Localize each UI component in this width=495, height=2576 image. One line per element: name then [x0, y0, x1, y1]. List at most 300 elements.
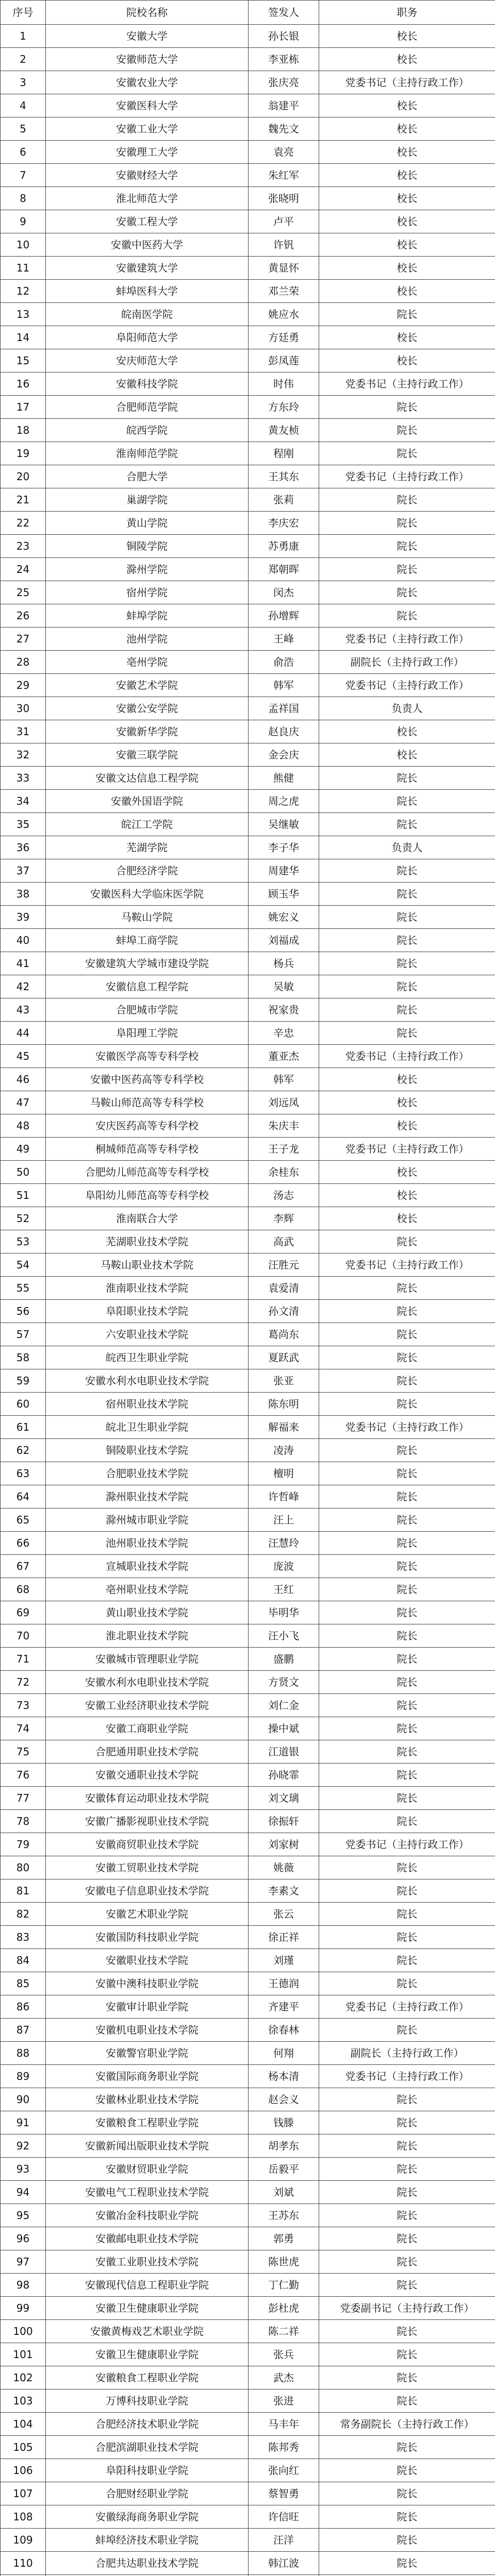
institution-name: 万博科技职业学院 [46, 2389, 249, 2413]
institution-name: 阜阳理工学院 [46, 1022, 249, 1045]
position: 校长 [319, 720, 495, 743]
table-row [1, 628, 495, 651]
signer-name: 刘远凤 [249, 1091, 319, 1114]
signer-name: 王峰 [249, 628, 319, 651]
position: 校长 [319, 280, 495, 303]
institution-name: 安徽水利水电职业技术学院 [46, 1369, 249, 1393]
institution-name: 安徽职业技术学院 [46, 1949, 249, 1972]
signer-name: 孙晓霏 [249, 1764, 319, 1787]
position: 校长 [319, 48, 495, 71]
signer-name: 武杰 [249, 2366, 319, 2389]
institution-name: 安庆医药高等专科学校 [46, 1114, 249, 1138]
position: 校长 [319, 210, 495, 233]
table-row [1, 697, 495, 720]
institution-name: 淮南师范学院 [46, 442, 249, 465]
row-no: 33 [1, 767, 46, 790]
position: 院长 [319, 790, 495, 813]
table-row [1, 1114, 495, 1138]
institution-name: 淮南联合大学 [46, 1207, 249, 1230]
row-no: 60 [1, 1393, 46, 1416]
signer-name: 王子龙 [249, 1138, 319, 1161]
institution-name: 安徽冶金科技职业学院 [46, 2204, 249, 2227]
row-no: 69 [1, 1601, 46, 1624]
institution-name: 安徽绿海商务职业学院 [46, 2505, 249, 2529]
row-no: 75 [1, 1740, 46, 1764]
table-row [1, 1068, 495, 1091]
table-row [1, 604, 495, 628]
row-no: 77 [1, 1787, 46, 1810]
table-row [1, 1648, 495, 1671]
institution-name: 安徽审计职业学院 [46, 1995, 249, 2019]
table-row [1, 1091, 495, 1114]
institution-name: 安徽新华学院 [46, 720, 249, 743]
table-row [1, 790, 495, 813]
table-row [1, 1810, 495, 1833]
row-no: 10 [1, 233, 46, 257]
signer-name: 朱红军 [249, 164, 319, 187]
signer-name: 方廷勇 [249, 326, 319, 349]
row-no: 102 [1, 2366, 46, 2389]
institution-name: 宣城职业技术学院 [46, 1555, 249, 1578]
table-row [1, 2019, 495, 2042]
table-row [1, 326, 495, 349]
signer-name: 韩军 [249, 1068, 319, 1091]
position: 校长 [319, 1184, 495, 1207]
table-row [1, 48, 495, 71]
institution-name: 安徽文达信息工程学院 [46, 767, 249, 790]
institution-name: 合肥经济技术职业学院 [46, 2413, 249, 2436]
row-no: 66 [1, 1532, 46, 1555]
signer-name: 张庆亮 [249, 71, 319, 94]
table-row [1, 1022, 495, 1045]
institution-name: 合肥幼儿师范高等专科学校 [46, 1161, 249, 1184]
table-row [1, 2158, 495, 2181]
table-row [1, 2389, 495, 2413]
row-no: 104 [1, 2413, 46, 2436]
table-row [1, 1624, 495, 1648]
position: 党委书记（主持行政工作） [319, 1416, 495, 1439]
table-row [1, 1833, 495, 1856]
signer-name: 魏先文 [249, 117, 319, 141]
table-row [1, 1277, 495, 1300]
signer-name: 张兵 [249, 2343, 319, 2366]
table-row [1, 1485, 495, 1509]
institution-name: 合肥职业技术学院 [46, 1462, 249, 1485]
table-row [1, 1253, 495, 1277]
row-no: 40 [1, 929, 46, 952]
row-no: 5 [1, 117, 46, 141]
row-no: 97 [1, 2250, 46, 2274]
position: 院长 [319, 1671, 495, 1694]
signer-name: 邓兰荣 [249, 280, 319, 303]
institution-name: 合肥滨湖职业技术学院 [46, 2436, 249, 2459]
position: 院长 [319, 1346, 495, 1369]
position: 校长 [319, 326, 495, 349]
row-no: 3 [1, 71, 46, 94]
position: 校长 [319, 1068, 495, 1091]
row-no: 70 [1, 1624, 46, 1648]
signer-name: 韩军 [249, 674, 319, 697]
position: 院长 [319, 1462, 495, 1485]
position: 院长 [319, 1879, 495, 1903]
signer-name: 熊健 [249, 767, 319, 790]
signer-name: 江道银 [249, 1740, 319, 1764]
table-row [1, 164, 495, 187]
table-row [1, 1879, 495, 1903]
row-no: 38 [1, 883, 46, 906]
header-position: 职务 [319, 1, 495, 25]
position: 院长 [319, 2320, 495, 2343]
signer-name: 许信旺 [249, 2505, 319, 2529]
institution-name: 安徽财贸职业学院 [46, 2158, 249, 2181]
row-no: 34 [1, 790, 46, 813]
signer-name: 祝家贵 [249, 998, 319, 1022]
row-no: 25 [1, 581, 46, 604]
institution-name: 安徽外国语学院 [46, 790, 249, 813]
row-no: 43 [1, 998, 46, 1022]
signer-name: 刘文璃 [249, 1787, 319, 1810]
institution-name: 黄山职业技术学院 [46, 1601, 249, 1624]
signer-name: 汪小飞 [249, 1624, 319, 1648]
table-row [1, 743, 495, 767]
row-no: 87 [1, 2019, 46, 2042]
row-no: 95 [1, 2204, 46, 2227]
row-no: 20 [1, 465, 46, 488]
signer-name: 辛忠 [249, 1022, 319, 1045]
table-row [1, 2529, 495, 2552]
row-no: 56 [1, 1300, 46, 1323]
row-no: 31 [1, 720, 46, 743]
position: 校长 [319, 141, 495, 164]
row-no: 14 [1, 326, 46, 349]
table-row [1, 2297, 495, 2320]
table-row [1, 558, 495, 581]
table-row [1, 952, 495, 975]
row-no: 2 [1, 48, 46, 71]
position: 院长 [319, 558, 495, 581]
table-row [1, 25, 495, 48]
position: 院长 [319, 1787, 495, 1810]
signer-name: 郑朝晖 [249, 558, 319, 581]
institution-name: 安徽建筑大学城市建设学院 [46, 952, 249, 975]
institution-name: 宿州学院 [46, 581, 249, 604]
position: 党委书记（主持行政工作） [319, 1253, 495, 1277]
row-no: 99 [1, 2297, 46, 2320]
row-no: 11 [1, 257, 46, 280]
position: 校长 [319, 187, 495, 210]
institution-name: 芜湖职业技术学院 [46, 1230, 249, 1253]
table-row [1, 883, 495, 906]
institution-name: 皖南医学院 [46, 303, 249, 326]
row-no: 19 [1, 442, 46, 465]
signer-name: 董亚杰 [249, 1045, 319, 1068]
position: 常务副院长（主持行政工作） [319, 2413, 495, 2436]
row-no: 89 [1, 2065, 46, 2088]
signer-name: 朱庆丰 [249, 1114, 319, 1138]
signer-name: 闵杰 [249, 581, 319, 604]
institution-name: 安徽电气工程职业技术学院 [46, 2181, 249, 2204]
institution-name: 滁州学院 [46, 558, 249, 581]
row-no: 51 [1, 1184, 46, 1207]
position: 院长 [319, 1485, 495, 1509]
position: 院长 [319, 998, 495, 1022]
table-row [1, 442, 495, 465]
table-body [1, 25, 495, 2576]
row-no: 108 [1, 2505, 46, 2529]
position: 院长 [319, 512, 495, 535]
position: 党委书记（主持行政工作） [319, 674, 495, 697]
institution-name: 安徽医科大学 [46, 94, 249, 117]
signer-name: 方贤文 [249, 1671, 319, 1694]
row-no: 4 [1, 94, 46, 117]
row-no: 100 [1, 2320, 46, 2343]
institution-name: 安徽警官职业学院 [46, 2042, 249, 2065]
table-row [1, 2042, 495, 2065]
institution-name: 安徽粮食工程职业学院 [46, 2111, 249, 2134]
signer-name: 刘斌 [249, 2181, 319, 2204]
position: 院长 [319, 2482, 495, 2505]
signer-name: 顾玉华 [249, 883, 319, 906]
position: 院长 [319, 2552, 495, 2575]
signer-name: 齐建平 [249, 1995, 319, 2019]
institution-name: 皖西学院 [46, 419, 249, 442]
header-row [1, 1, 495, 25]
table-row [1, 813, 495, 836]
signer-name: 刘福成 [249, 929, 319, 952]
institution-name: 安徽中澳科技职业学院 [46, 1972, 249, 1995]
institution-name: 安徽工业大学 [46, 117, 249, 141]
institution-name: 合肥通用职业技术学院 [46, 1740, 249, 1764]
signer-name: 张莉 [249, 488, 319, 512]
position: 负责人 [319, 697, 495, 720]
row-no: 90 [1, 2088, 46, 2111]
institution-name: 阜阳科技职业学院 [46, 2459, 249, 2482]
signer-name: 郭勇 [249, 2227, 319, 2250]
institution-name: 安徽中医药大学 [46, 233, 249, 257]
position: 院长 [319, 1926, 495, 1949]
institution-name: 蚌埠工商学院 [46, 929, 249, 952]
institution-name: 安徽三联学院 [46, 743, 249, 767]
institution-name: 蚌埠学院 [46, 604, 249, 628]
position: 院长 [319, 1740, 495, 1764]
position: 院长 [319, 2343, 495, 2366]
position: 院长 [319, 419, 495, 442]
row-no: 68 [1, 1578, 46, 1601]
row-no: 81 [1, 1879, 46, 1903]
row-no: 42 [1, 975, 46, 998]
position: 院长 [319, 975, 495, 998]
position: 院长 [319, 2389, 495, 2413]
signer-name: 韩江波 [249, 2552, 319, 2575]
position: 院长 [319, 1230, 495, 1253]
signer-name: 翁建平 [249, 94, 319, 117]
table-row [1, 1393, 495, 1416]
table-row [1, 975, 495, 998]
table-row [1, 1416, 495, 1439]
row-no: 98 [1, 2274, 46, 2297]
signer-name: 李素文 [249, 1879, 319, 1903]
position: 院长 [319, 1903, 495, 1926]
institution-name: 滁州职业技术学院 [46, 1485, 249, 1509]
row-no: 57 [1, 1323, 46, 1346]
signer-name: 凌涛 [249, 1439, 319, 1462]
position: 院长 [319, 1601, 495, 1624]
signer-name: 吴继敏 [249, 813, 319, 836]
row-no: 74 [1, 1717, 46, 1740]
table-row [1, 2505, 495, 2529]
position: 院长 [319, 906, 495, 929]
table-row [1, 1949, 495, 1972]
position: 院长 [319, 2459, 495, 2482]
position: 党委书记（主持行政工作） [319, 628, 495, 651]
institution-name: 安徽理工大学 [46, 141, 249, 164]
signer-name: 盛鹏 [249, 1648, 319, 1671]
position: 党委书记（主持行政工作） [319, 1995, 495, 2019]
position: 院长 [319, 1439, 495, 1462]
table-row [1, 372, 495, 396]
row-no: 61 [1, 1416, 46, 1439]
table-row [1, 2320, 495, 2343]
institution-name: 池州职业技术学院 [46, 1532, 249, 1555]
position: 院长 [319, 2505, 495, 2529]
row-no: 88 [1, 2042, 46, 2065]
position: 校长 [319, 1161, 495, 1184]
position: 院长 [319, 929, 495, 952]
table-row [1, 1856, 495, 1879]
institution-name: 安徽科技学院 [46, 372, 249, 396]
position: 院长 [319, 1764, 495, 1787]
position: 院长 [319, 1624, 495, 1648]
institution-name: 铜陵学院 [46, 535, 249, 558]
position: 校长 [319, 25, 495, 48]
row-no: 53 [1, 1230, 46, 1253]
table-row [1, 1903, 495, 1926]
position: 院长 [319, 1323, 495, 1346]
table-row [1, 512, 495, 535]
row-no: 15 [1, 349, 46, 372]
table-row [1, 94, 495, 117]
institution-name: 六安职业技术学院 [46, 1323, 249, 1346]
institution-name: 合肥共达职业技术学院 [46, 2552, 249, 2575]
row-no: 76 [1, 1764, 46, 1787]
institution-name: 马鞍山学院 [46, 906, 249, 929]
position: 院长 [319, 1369, 495, 1393]
table-row [1, 2250, 495, 2274]
signer-name: 岳毅平 [249, 2158, 319, 2181]
row-no: 83 [1, 1926, 46, 1949]
table-row [1, 465, 495, 488]
table-row [1, 998, 495, 1022]
signer-name: 汪上 [249, 1509, 319, 1532]
table-row [1, 71, 495, 94]
table-row [1, 2413, 495, 2436]
row-no: 73 [1, 1694, 46, 1717]
institution-name: 阜阳职业技术学院 [46, 1300, 249, 1323]
row-no: 103 [1, 2389, 46, 2413]
header-signer: 签发人 [249, 1, 319, 25]
position: 院长 [319, 2529, 495, 2552]
table-row [1, 1926, 495, 1949]
row-no: 105 [1, 2436, 46, 2459]
institution-name: 铜陵职业技术学院 [46, 1439, 249, 1462]
position: 院长 [319, 1532, 495, 1555]
signer-name: 李亚栋 [249, 48, 319, 71]
row-no: 92 [1, 2134, 46, 2158]
table-row [1, 581, 495, 604]
position: 院长 [319, 535, 495, 558]
institution-name: 马鞍山师范高等专科学校 [46, 1091, 249, 1114]
row-no: 26 [1, 604, 46, 628]
table-row [1, 2459, 495, 2482]
institution-name: 蚌埠医科大学 [46, 280, 249, 303]
signer-name: 李庆宏 [249, 512, 319, 535]
institution-name: 安庆师范大学 [46, 349, 249, 372]
table-row [1, 651, 495, 674]
signer-name: 孙文清 [249, 1300, 319, 1323]
signer-name: 张晓明 [249, 187, 319, 210]
row-no: 48 [1, 1114, 46, 1138]
table-row [1, 1509, 495, 1532]
signer-name: 姚应水 [249, 303, 319, 326]
table-row [1, 1671, 495, 1694]
signer-name: 方东玲 [249, 396, 319, 419]
signer-name: 徐振轩 [249, 1810, 319, 1833]
table-row [1, 257, 495, 280]
table-row [1, 1045, 495, 1068]
institution-name: 马鞍山职业技术学院 [46, 1253, 249, 1277]
institution-name: 安徽新闻出版职业技术学院 [46, 2134, 249, 2158]
row-no: 67 [1, 1555, 46, 1578]
institution-name: 淮北职业技术学院 [46, 1624, 249, 1648]
institution-name: 芜湖学院 [46, 836, 249, 859]
signer-name: 王红 [249, 1578, 319, 1601]
signer-name: 杨本清 [249, 2065, 319, 2088]
institution-name: 黄山学院 [46, 512, 249, 535]
signer-name: 张向红 [249, 2459, 319, 2482]
position: 院长 [319, 2436, 495, 2459]
signer-name: 庞波 [249, 1555, 319, 1578]
signer-name: 赵良庆 [249, 720, 319, 743]
signer-name: 周建华 [249, 859, 319, 883]
institution-name: 安徽机电职业技术学院 [46, 2019, 249, 2042]
table-row [1, 1462, 495, 1485]
signer-name: 檀明 [249, 1462, 319, 1485]
position: 党委书记（主持行政工作） [319, 465, 495, 488]
position: 院长 [319, 2181, 495, 2204]
institution-name: 桐城师范高等专科学校 [46, 1138, 249, 1161]
institution-name: 皖西卫生职业学院 [46, 1346, 249, 1369]
table-row [1, 396, 495, 419]
table-row [1, 859, 495, 883]
position: 院长 [319, 1856, 495, 1879]
position: 院长 [319, 303, 495, 326]
position: 院长 [319, 1694, 495, 1717]
signer-name: 张云 [249, 1903, 319, 1926]
table-row [1, 674, 495, 697]
position: 院长 [319, 2227, 495, 2250]
signer-name: 苏勇康 [249, 535, 319, 558]
row-no: 45 [1, 1045, 46, 1068]
position: 院长 [319, 2274, 495, 2297]
table-row [1, 2181, 495, 2204]
position: 院长 [319, 1810, 495, 1833]
institution-name: 巢湖学院 [46, 488, 249, 512]
signer-name: 何翔 [249, 2042, 319, 2065]
position: 党委书记（主持行政工作） [319, 1833, 495, 1856]
signer-name: 吴敏 [249, 975, 319, 998]
position: 院长 [319, 581, 495, 604]
row-no: 13 [1, 303, 46, 326]
